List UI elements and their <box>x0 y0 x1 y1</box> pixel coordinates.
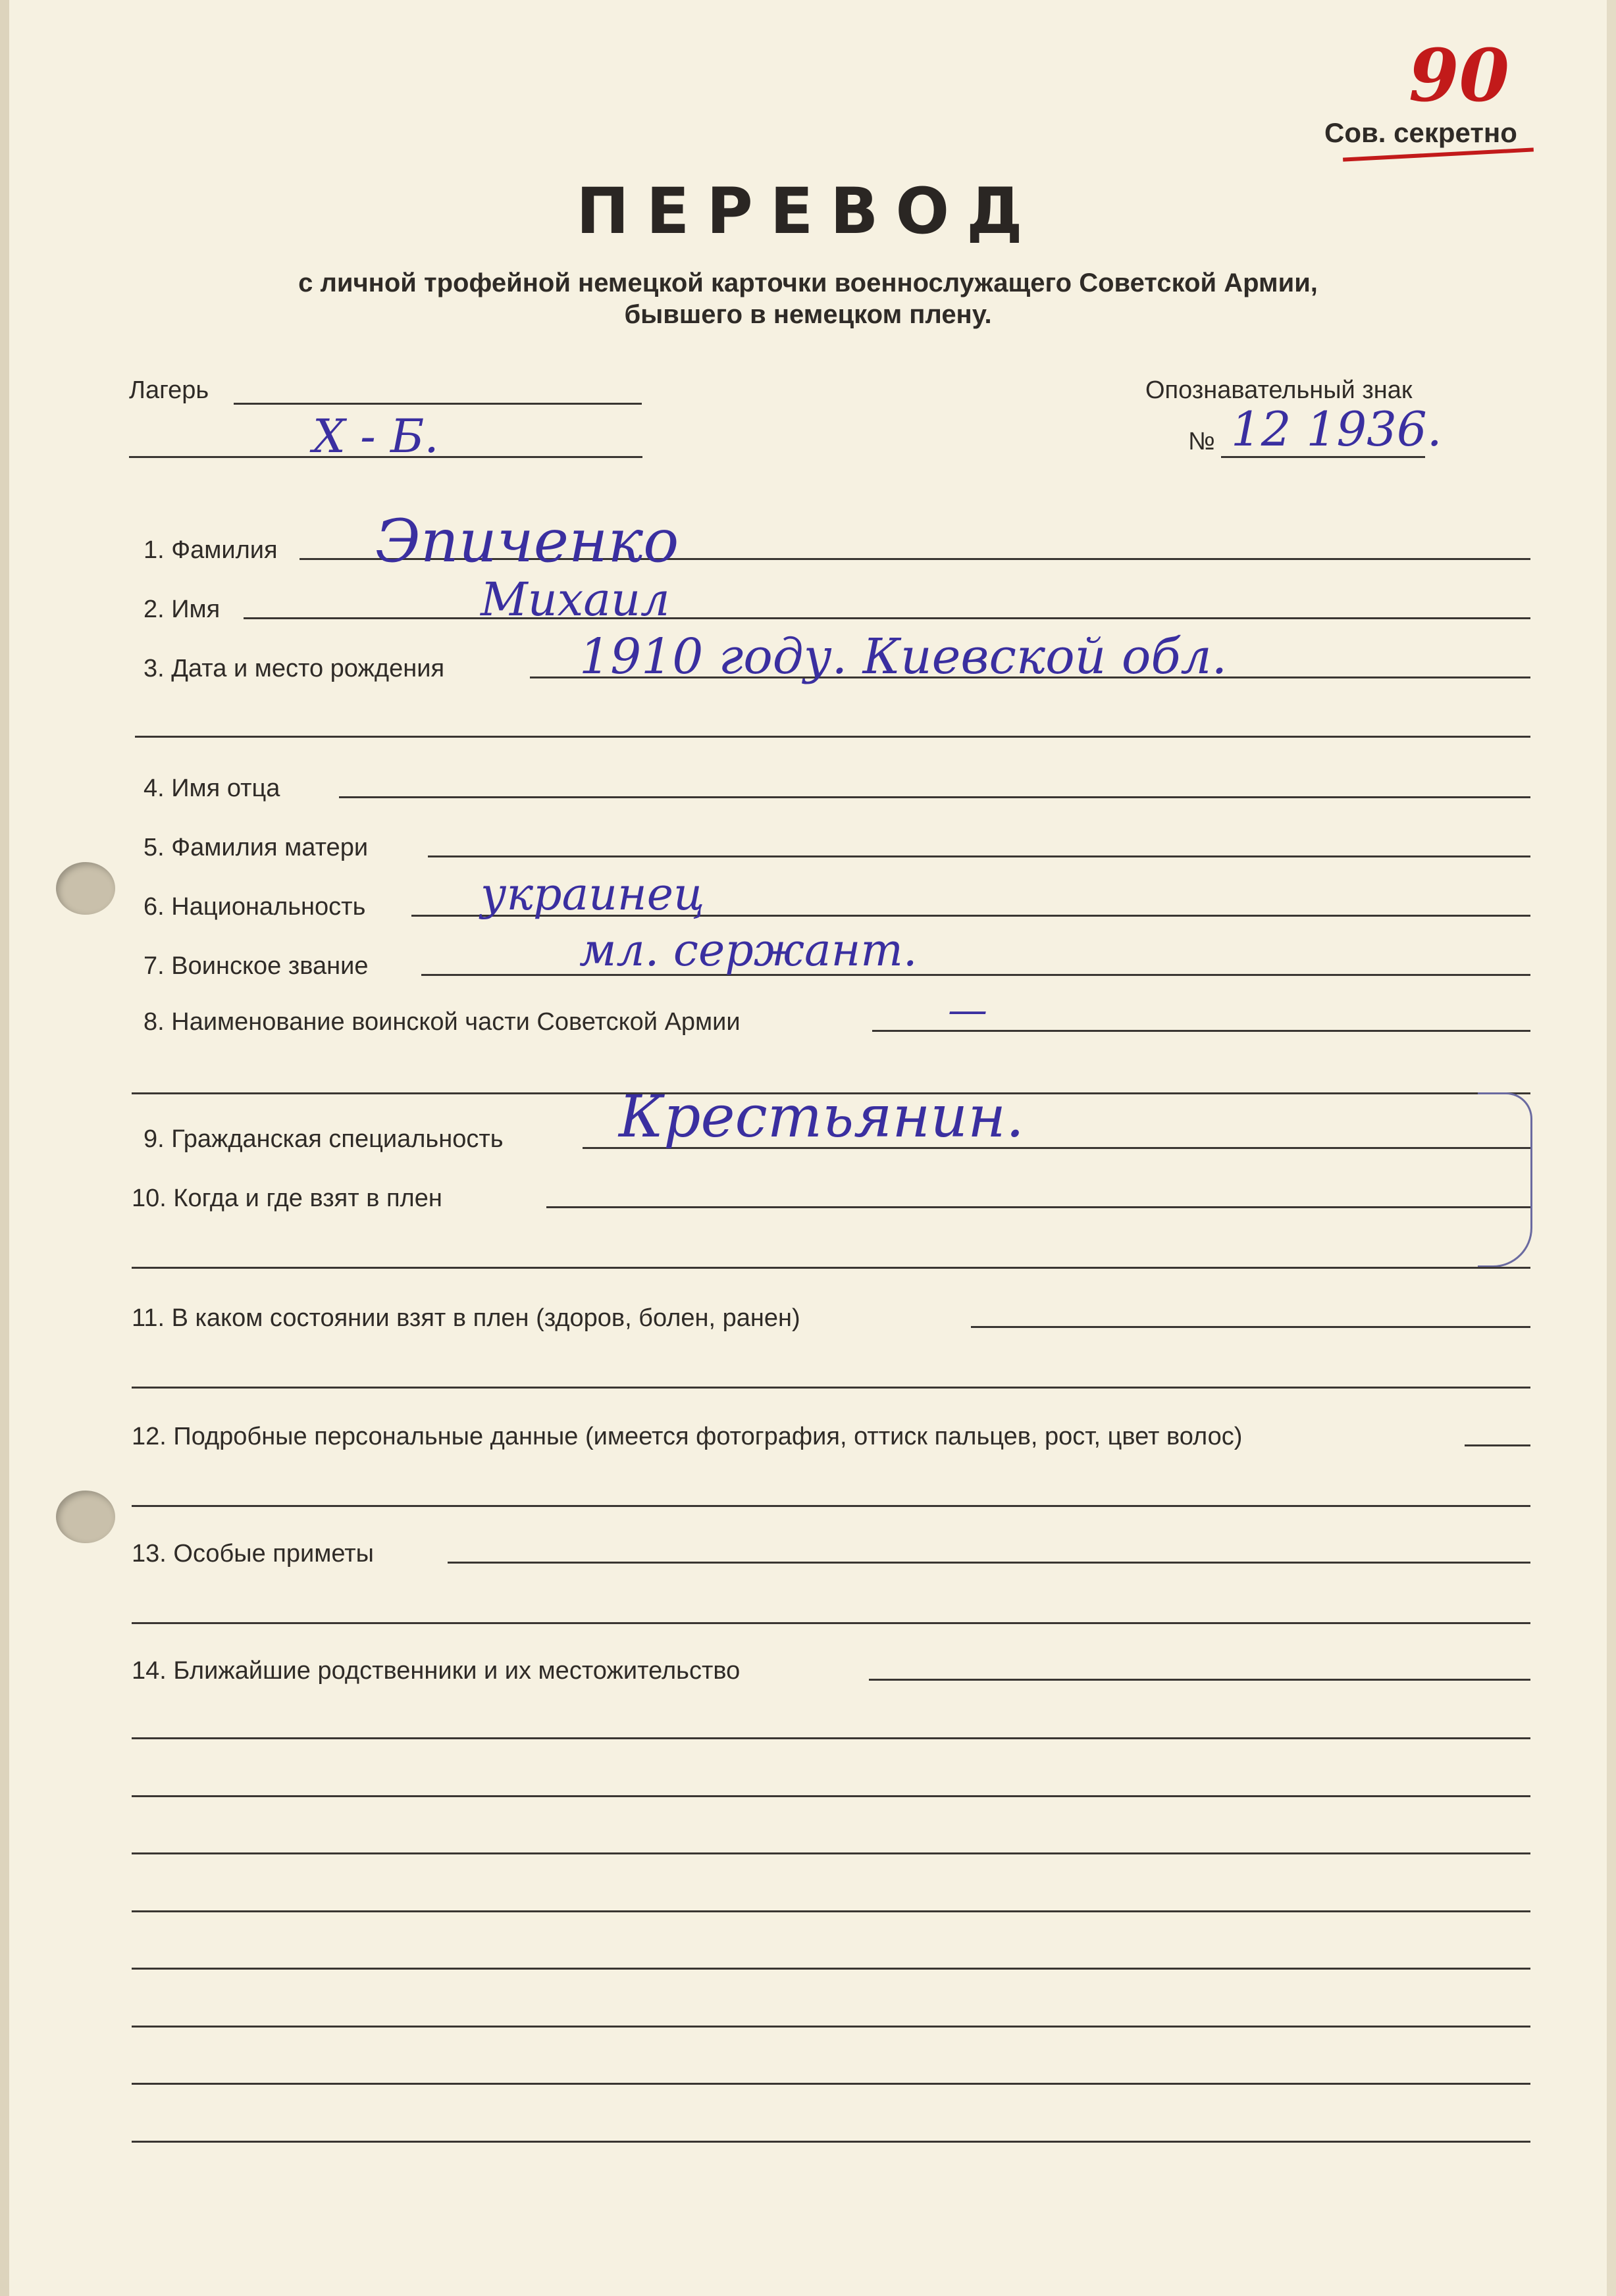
camp-value: X - Б. <box>313 409 439 463</box>
field-9-label: 9. Гражданская специальность <box>143 1125 504 1153</box>
field-13-label: 13. Особые приметы <box>132 1540 374 1568</box>
field-13-line-2 <box>132 1622 1530 1624</box>
field-13-line <box>448 1562 1530 1564</box>
field-3-label: 3. Дата и место рождения <box>143 655 445 682</box>
field-12-label: 12. Подробные персональные данные (имеется фотография, оттиск пальцев, рост, цвет волос) <box>132 1423 1243 1450</box>
paper-edge-right <box>1607 0 1616 2296</box>
classification-red-underline <box>1343 147 1534 161</box>
blank-line-2 <box>132 1795 1530 1797</box>
field-10-line-2 <box>132 1267 1530 1269</box>
punch-hole-lower <box>56 1491 115 1543</box>
blank-line-3 <box>132 1852 1530 1854</box>
blank-line-6 <box>132 2026 1530 2028</box>
field-5-line <box>428 855 1530 857</box>
field-4-line <box>339 796 1530 798</box>
field-14-line <box>869 1679 1530 1681</box>
field-2-label: 2. Имя <box>143 596 221 623</box>
blank-line-4 <box>132 1910 1530 1912</box>
field-7-label: 7. Воинское звание <box>143 952 369 980</box>
field-6-label: 6. Национальность <box>143 893 366 921</box>
field-3-line-2 <box>135 736 1530 738</box>
field-6-value: украинец <box>481 869 705 921</box>
punch-hole-upper <box>56 862 115 915</box>
field-8-value: — <box>948 987 987 1033</box>
camp-line <box>234 403 642 405</box>
blank-line-8 <box>132 2141 1530 2143</box>
page-number: 90 <box>1409 33 1510 118</box>
blank-line-7 <box>132 2083 1530 2085</box>
id-prefix: № <box>1188 428 1215 455</box>
camp-label: Лагерь <box>129 376 209 404</box>
field-11-line <box>971 1326 1530 1328</box>
paper-edge-left <box>0 0 9 2296</box>
subtitle-line-2: бывшего в немецком плену. <box>624 300 992 329</box>
classification-mark: Сов. секретно <box>1324 117 1517 148</box>
field-2-value: Михаил <box>481 573 670 626</box>
camp-line-2 <box>129 456 642 458</box>
field-10-line <box>546 1206 1530 1208</box>
field-12-line-2 <box>132 1505 1530 1507</box>
field-4-label: 4. Имя отца <box>143 775 280 802</box>
field-14-label: 14. Ближайшие родственники и их местожительство <box>132 1657 741 1685</box>
field-7-value: мл. сержант. <box>579 925 918 977</box>
id-value: 12 1936. <box>1231 401 1442 457</box>
field-1-value: Эпиченко <box>375 507 679 576</box>
field-3-value: 1910 году. Киевской обл. <box>579 628 1228 685</box>
field-5-label: 5. Фамилия матери <box>143 834 369 861</box>
field-11-line-2 <box>132 1387 1530 1389</box>
field-12-line <box>1465 1444 1530 1446</box>
field-9-value: Крестьянин. <box>619 1083 1024 1150</box>
field-2-line <box>244 617 1530 619</box>
field-8-label: 8. Наименование воинской части Советской Армии <box>143 1008 741 1036</box>
pencil-bracket-mark <box>1478 1092 1532 1267</box>
subtitle-line-1: с личной трофейной немецкой карточки военнослужащего Советской Армии, <box>298 268 1318 297</box>
field-11-label: 11. В каком состоянии взят в плен (здоров, болен, ранен) <box>132 1304 800 1332</box>
blank-line-5 <box>132 1968 1530 1970</box>
field-10-label: 10. Когда и где взят в плен <box>132 1185 442 1212</box>
blank-line-1 <box>132 1737 1530 1739</box>
id-label: Опознавательный знак <box>1145 376 1413 404</box>
document-title: ПЕРЕВОД <box>576 174 1040 248</box>
field-1-label: 1. Фамилия <box>143 536 278 564</box>
